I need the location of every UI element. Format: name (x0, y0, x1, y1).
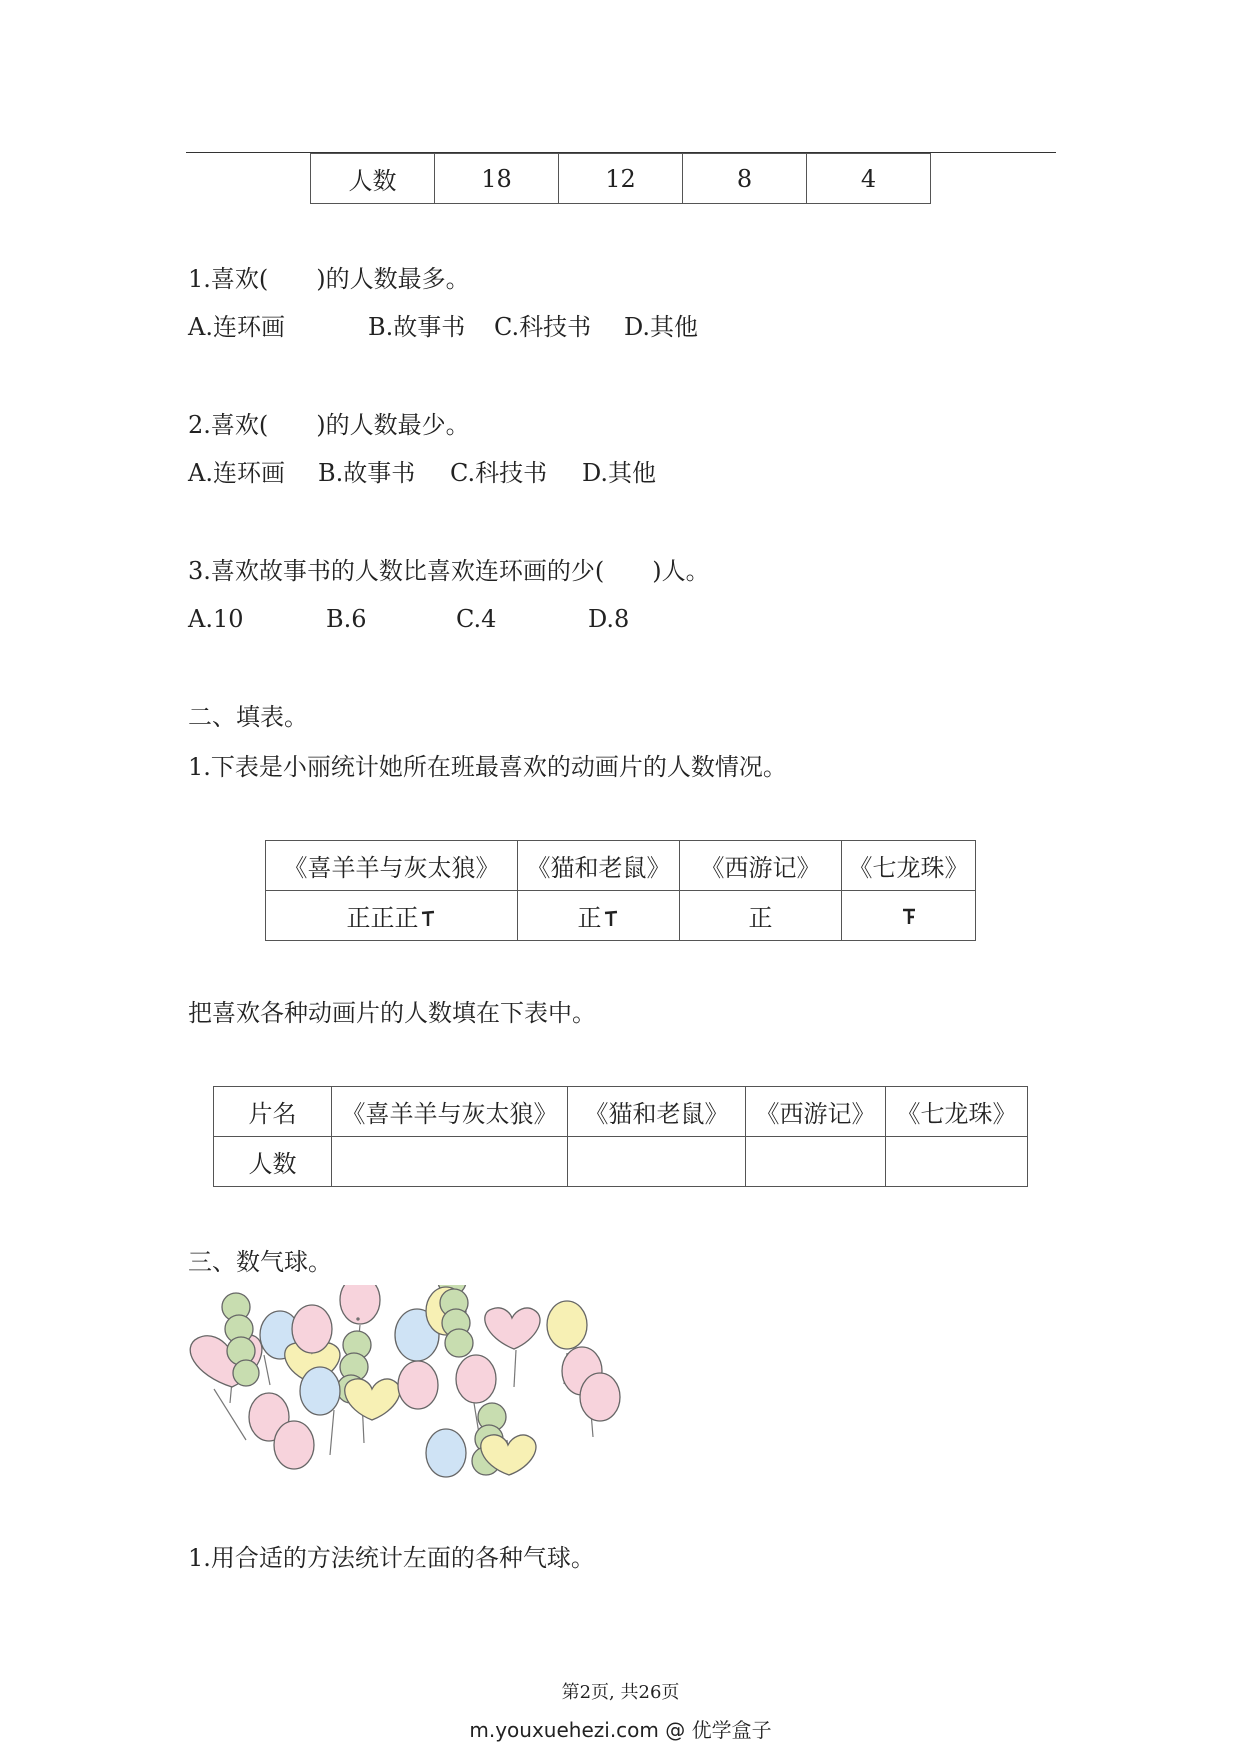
option-a[interactable]: A.连环画 (188, 313, 285, 341)
heart-balloon-pink (485, 1308, 540, 1349)
question-2: 2.喜欢( )的人数最少。 (188, 411, 470, 439)
tally-cell: 正正正 (266, 891, 518, 941)
tally-cell: 正 (680, 891, 842, 941)
table-header-cell: 片名 (214, 1087, 332, 1137)
table-header-cell: 《西游记》 (680, 841, 842, 891)
table-header-cell: 《七龙珠》 (886, 1087, 1028, 1137)
section-2-heading: 二、填表。 (188, 703, 308, 731)
section-3-heading: 三、数气球。 (188, 1248, 332, 1276)
tally-cell: 正 (518, 891, 680, 941)
balloon-pink (292, 1305, 332, 1353)
option-b[interactable]: B.故事书 (368, 313, 466, 341)
fill-table (213, 1086, 1028, 1187)
balloon-blue (300, 1367, 340, 1415)
table-cell: 12 (559, 154, 683, 204)
table-cell: 8 (683, 154, 807, 204)
tally-table (265, 840, 976, 941)
top-count-table (310, 153, 931, 204)
balloon-pink (456, 1355, 496, 1403)
site-link[interactable]: m.youxuehezi.com @ 优学盒子 (469, 1718, 772, 1742)
balloon-pink (274, 1421, 314, 1469)
option-d[interactable]: D.8 (588, 605, 630, 633)
answer-cell[interactable] (886, 1137, 1028, 1187)
tally-partial-mark (419, 907, 437, 929)
balloons-illustration (184, 1285, 634, 1525)
page-indicator: 第2页, 共26页 (561, 1682, 680, 1703)
balloon-pink (357, 1318, 359, 1320)
table-cell: 4 (807, 154, 931, 204)
section-3-question-1: 1.用合适的方法统计左面的各种气球。 (188, 1544, 595, 1572)
question-1: 1.喜欢( )的人数最多。 (188, 265, 470, 293)
section-2-question-1: 1.下表是小丽统计她所在班最喜欢的动画片的人数情况。 (188, 753, 787, 781)
option-d[interactable]: D.其他 (582, 459, 657, 487)
balloon-pink (340, 1285, 380, 1324)
option-d[interactable]: D.其他 (624, 313, 699, 341)
option-c[interactable]: C.科技书 (450, 459, 548, 487)
option-c[interactable]: C.4 (456, 605, 497, 633)
balloon-pink (398, 1361, 438, 1409)
table-header-cell: 《猫和老鼠》 (518, 841, 680, 891)
balloon-green (233, 1360, 259, 1386)
option-b[interactable]: B.6 (326, 605, 367, 633)
balloon-yellow (547, 1301, 587, 1349)
table-header-cell: 《喜羊羊与灰太狼》 (266, 841, 518, 891)
table-header-cell: 《七龙珠》 (842, 841, 976, 891)
option-b[interactable]: B.故事书 (318, 459, 416, 487)
table-header-cell: 《西游记》 (746, 1087, 886, 1137)
option-a[interactable]: A.10 (188, 605, 244, 633)
heart-balloon-yellow (345, 1379, 400, 1420)
table-header-cell: 《猫和老鼠》 (568, 1087, 746, 1137)
option-c[interactable]: C.科技书 (494, 313, 592, 341)
answer-cell[interactable] (746, 1137, 886, 1187)
fill-instruction: 把喜欢各种动画片的人数填在下表中。 (188, 999, 596, 1027)
question-3: 3.喜欢故事书的人数比喜欢连环画的少( )人。 (188, 557, 710, 585)
tally-partial-mark (900, 905, 918, 927)
table-cell: 人数 (311, 154, 435, 204)
answer-cell[interactable] (568, 1137, 746, 1187)
option-a[interactable]: A.连环画 (188, 459, 285, 487)
tally-partial-mark (602, 907, 620, 929)
balloon-pink (580, 1373, 620, 1421)
answer-cell[interactable] (332, 1137, 568, 1187)
table-row-label: 人数 (214, 1137, 332, 1187)
balloon-green (445, 1329, 473, 1357)
balloon-blue (426, 1429, 466, 1477)
table-header-cell: 《喜羊羊与灰太狼》 (332, 1087, 568, 1137)
table-cell: 18 (435, 154, 559, 204)
tally-cell (842, 891, 976, 941)
